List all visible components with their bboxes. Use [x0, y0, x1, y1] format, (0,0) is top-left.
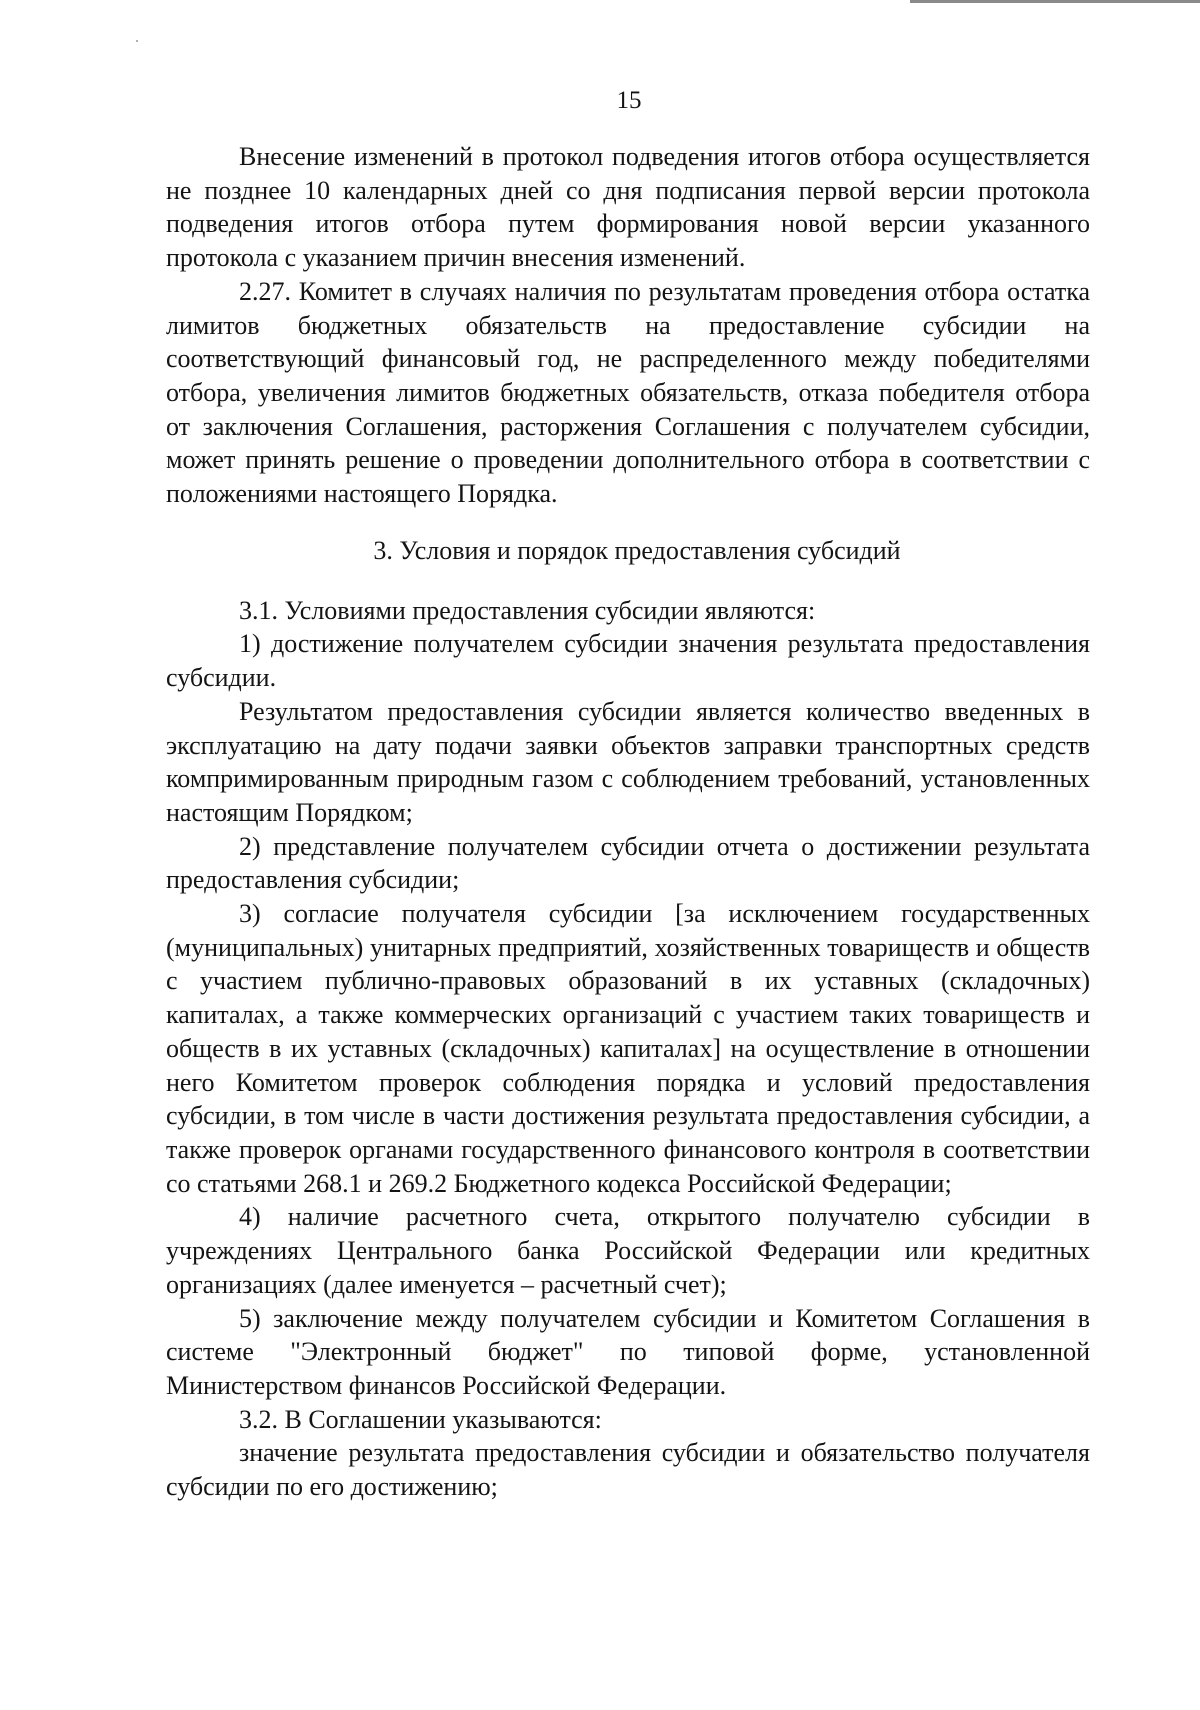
paragraph-condition-4: 4) наличие расчетного счета, открытого получателю субсидии в учреждениях Центрального банка Российской Федерации или кредитных организациях (далее именуется – расчетный счет); [166, 1202, 1090, 1299]
paragraph-result-definition: Результатом предоставления субсидии является количество введенных в эксплуатацию на дату подачи заявки объектов заправки транспортных средств компримированным природным газом с соблюдением требований, установленных настоящим Порядком; [166, 696, 1090, 827]
paragraph-2-27: 2.27. Комитет в случаях наличия по результатам проведения отбора остатка лимитов бюджетных обязательств на предоставление субсидии на соответствующий финансовый год, не распределенного между победителями отбора, увеличения лимитов бюджетных обязательств, отказа победителя отбора от заключения Соглашения, расторжения Соглашения с получателем субсидии, может принять решение о проведении дополнительного отбора в соответствии с положениями настоящего Порядка. [166, 276, 1090, 509]
paragraph-protocol-changes: Внесение изменений в протокол подведения итогов отбора осуществляется не позднее 10 календарных дней со дня подписания первой версии протокола подведения итогов отбора путем формирования новой версии указанного протокола с указанием причин внесения изменений. [166, 142, 1090, 273]
paragraph-condition-5: 5) заключение между получателем субсидии и Комитетом Соглашения в системе "Электронный бюджет" по типовой форме, установленной Министерством финансов Российской Федерации. [166, 1303, 1090, 1400]
paragraph-condition-2: 2) представление получателем субсидии отчета о достижении результата предоставления субсидии; [166, 831, 1090, 895]
scan-speck [136, 40, 138, 42]
paragraph-3-2: 3.2. В Соглашении указываются: [239, 1404, 602, 1434]
paragraph-3-1: 3.1. Условиями предоставления субсидии являются: [239, 595, 816, 625]
section-heading: 3. Условия и порядок предоставления субсидий [373, 535, 901, 565]
scan-edge-mark [910, 0, 1200, 3]
paragraph-condition-1: 1) достижение получателем субсидии значения результата предоставления субсидии. [166, 629, 1090, 693]
paragraph-condition-3: 3) согласие получателя субсидии [за исключением государственных (муниципальных) унитарных предприятий, хозяйственных товариществ и обществ с участием публично-правовых образований в их уставных (складочных) капиталах, а также коммерческих организаций с участием таких товариществ и обществ в их уставных (складочных) капиталах] на осуществление в отношении него Комитетом проверок соблюдения порядка и условий предоставления субсидии, в том числе в части достижения результата предоставления субсидии, а также проверок органами государственного финансового контроля в соответствии со статьями 268.1 и 269.2 Бюджетного кодекса Российской Федерации; [166, 899, 1090, 1198]
page-number: 15 [616, 87, 642, 114]
paragraph-agreement-result-value: значение результата предоставления субсидии и обязательство получателя субсидии по его достижению; [166, 1438, 1090, 1502]
document-body [166, 140, 1090, 1504]
